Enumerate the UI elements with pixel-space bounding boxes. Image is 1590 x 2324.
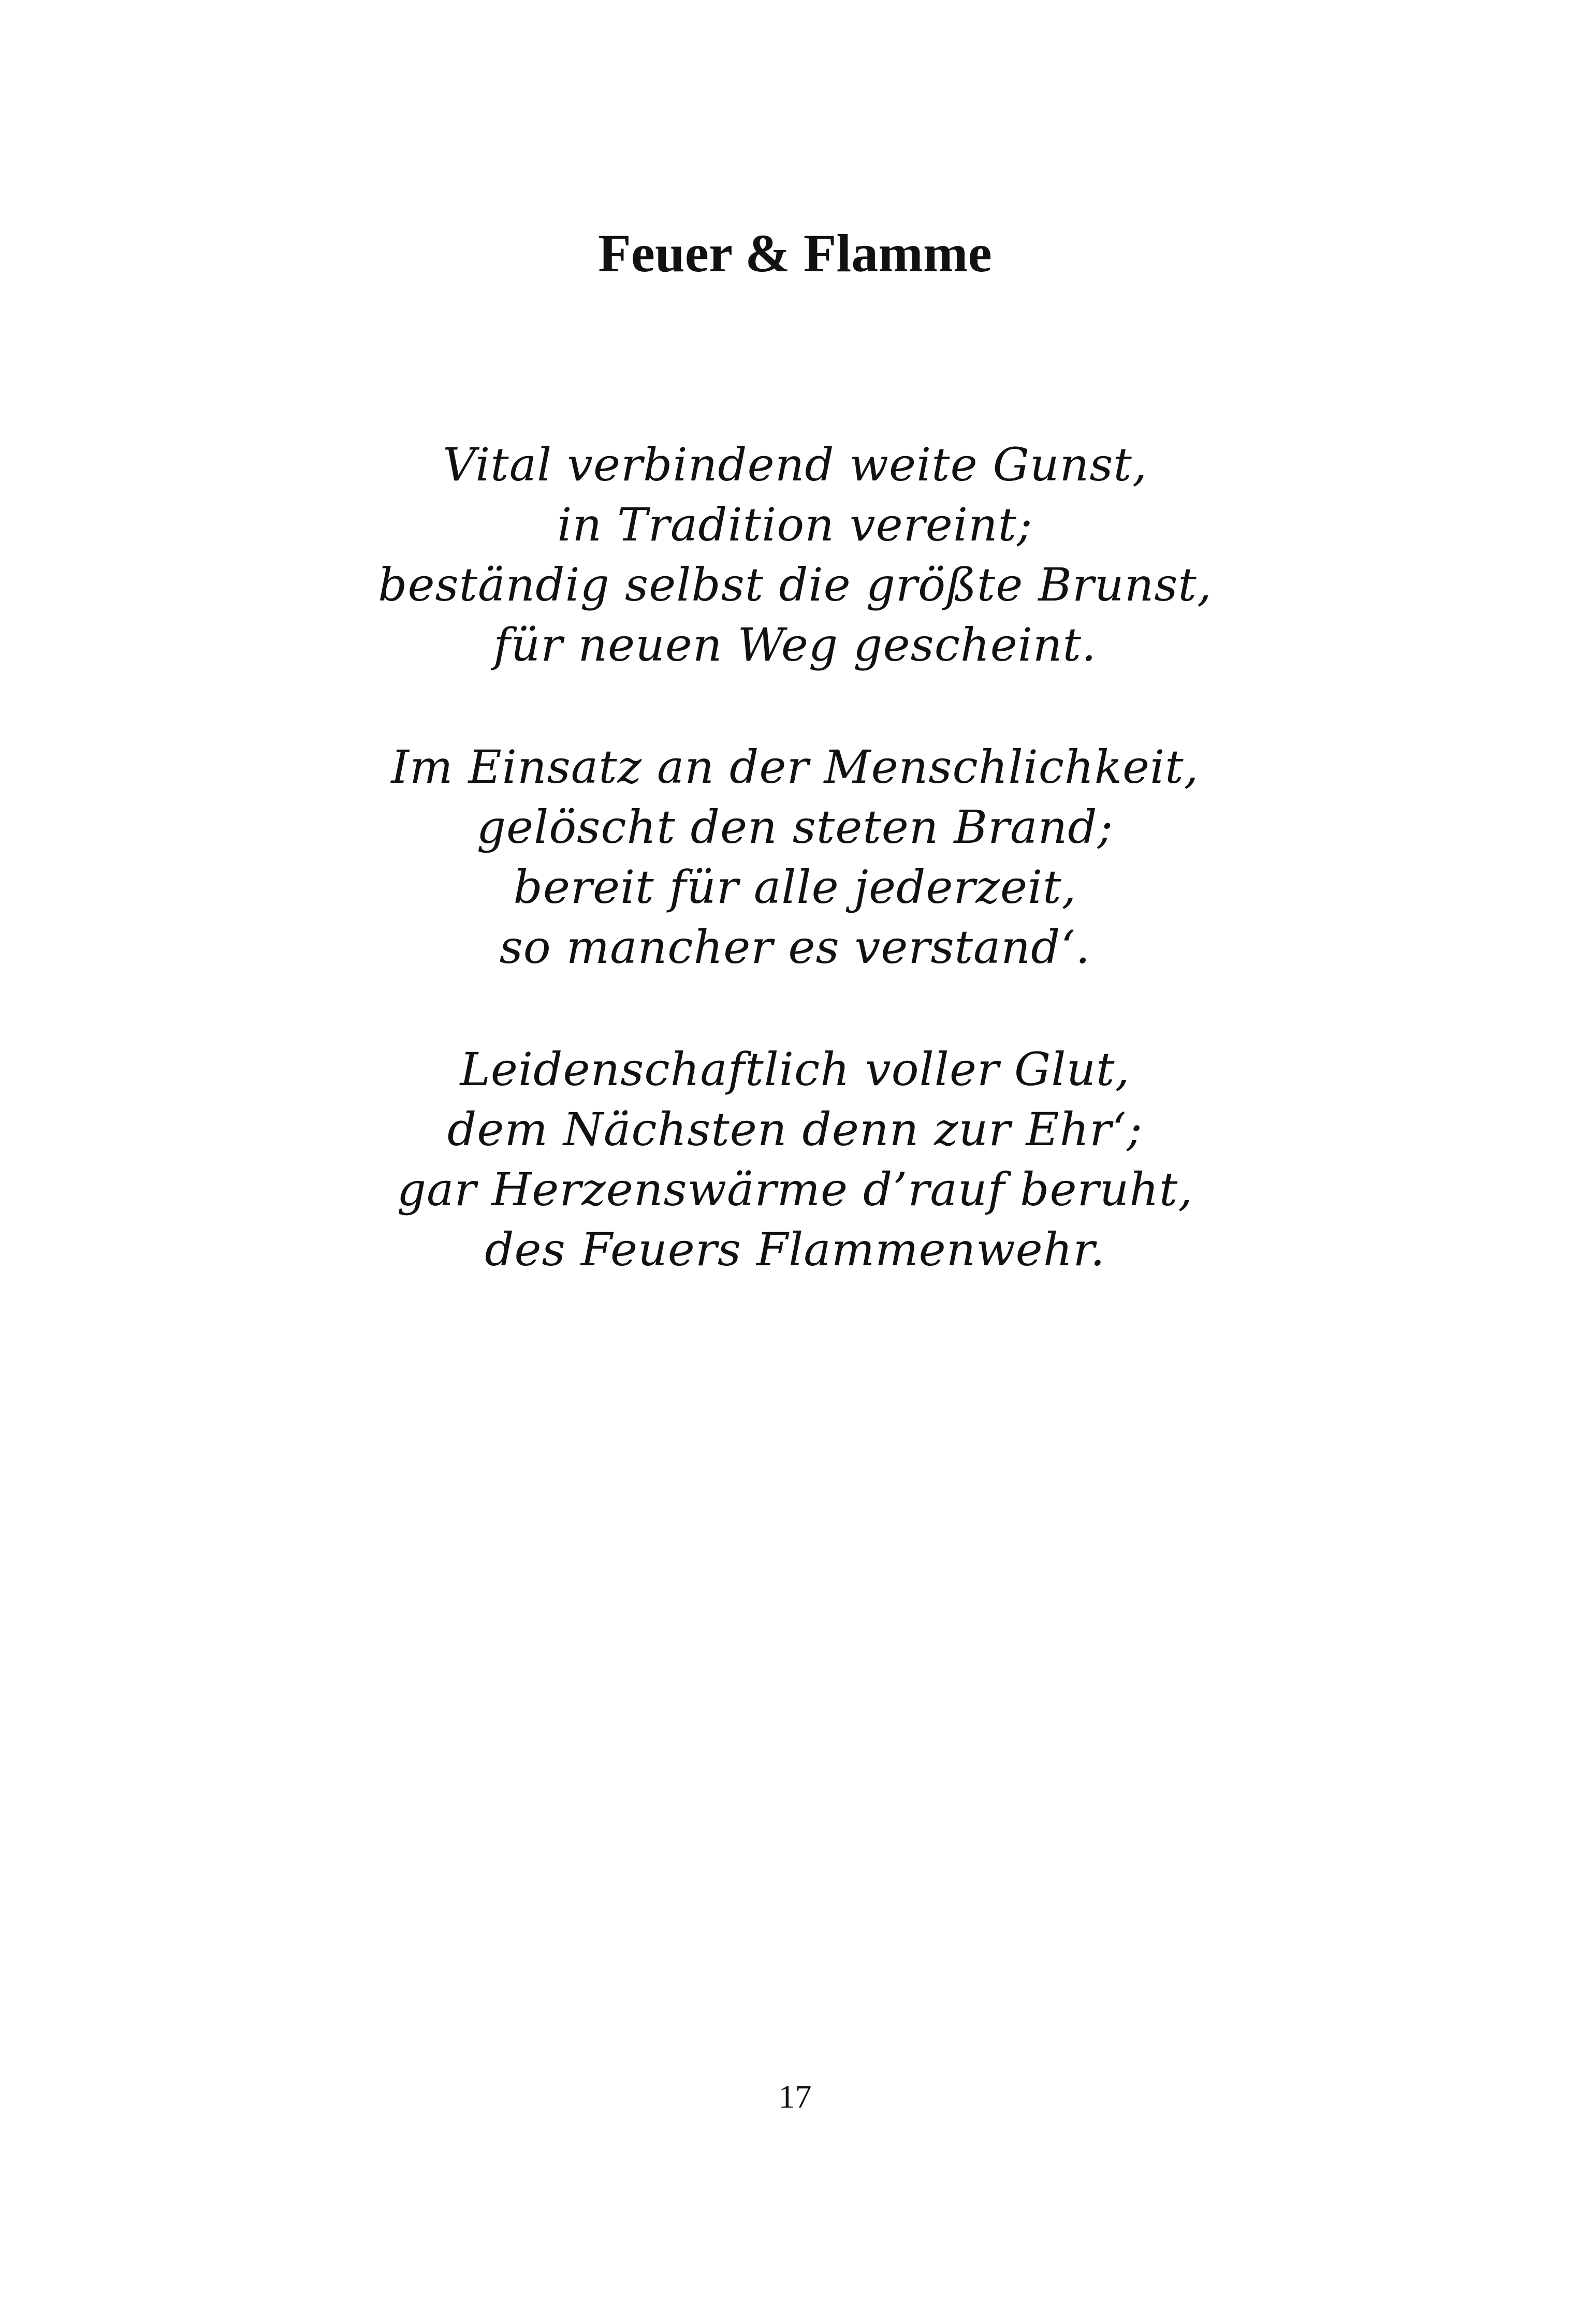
stanza-3 xyxy=(0,1040,1590,1280)
poem-body xyxy=(0,435,1590,1342)
poem-line: beständig selbst die größte Brunst, xyxy=(378,558,1212,611)
stanza-2 xyxy=(0,737,1590,977)
poem-title: Feuer & Flamme xyxy=(598,224,992,283)
poem-line: bereit für alle jederzeit, xyxy=(513,860,1077,914)
poem-line: des Feuers Flammenwehr. xyxy=(485,1223,1105,1276)
poem-line: Leidenschaftlich voller Glut, xyxy=(460,1043,1130,1096)
poem-line: für neuen Weg gescheint. xyxy=(493,618,1097,671)
page-number: 17 xyxy=(778,2078,812,2115)
poem-line: Im Einsatz an der Menschlichkeit, xyxy=(391,740,1199,794)
poem-line: in Tradition vereint; xyxy=(557,498,1033,551)
poem-line: dem Nächsten denn zur Ehr‘; xyxy=(447,1103,1143,1156)
poem-line: gelöscht den steten Brand; xyxy=(476,800,1114,854)
poem-line: Vital verbindend weite Gunst, xyxy=(443,438,1147,491)
poem-line: gar Herzenswärme d’rauf beruht, xyxy=(397,1163,1193,1216)
stanza-1 xyxy=(0,435,1590,675)
poem-line: so mancher es verstand‘. xyxy=(499,920,1091,974)
